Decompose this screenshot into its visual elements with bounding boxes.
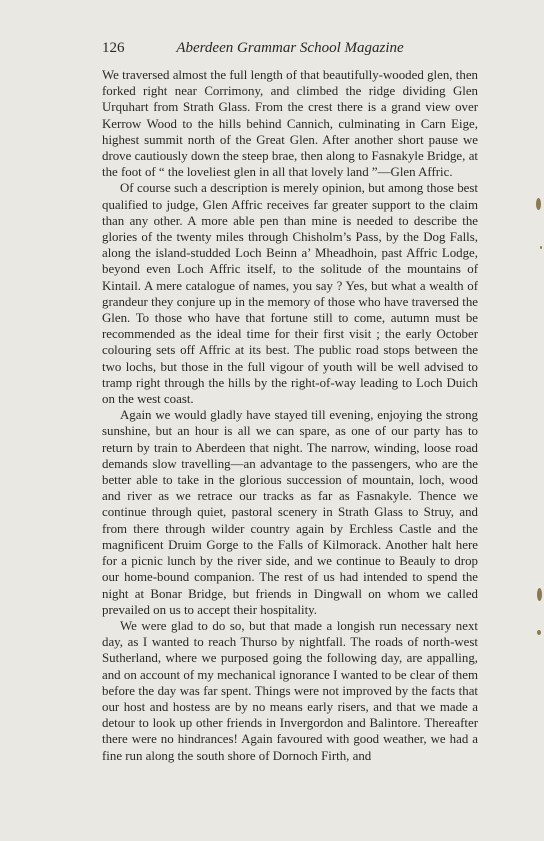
paragraph: We were glad to do so, but that made a longish run necessary next day, as I wanted to reach Thurso by nightfall. The roads of north-west Sutherland, where we purposed going the following day, are appalling, and on account of my mechanical ignorance I wanted to be clear of them before the day was far spent. Things were not improved by the facts that our host and hostess are by no means early risers, and that we made a detour to look up other friends in Invergordon and Balintore. Thereafter there were no hindrances! Again favoured with good weather, we had a fine run along the south shore of Dornoch Firth, and [102,618,478,763]
paper-speck [540,246,542,249]
paper-speck [537,630,541,635]
article-body [102,67,478,764]
paragraph: We traversed almost the full length of that beautifully-wooded glen, then forked right near Corrimony, and climbed the ridge dividing Glen Urquhart from Strath Glass. From the crest there is a grand view over Kerrow Wood to the hills behind Cannich, culminating in Carn Eige, highest summit north of the Great Glen. After another short pause we drove cautiously down the steep brae, then along to Fasnakyle Bridge, at the foot of “ the loveliest glen in all that lovely land ”—Glen Affric. [102,68,478,180]
paragraph: Again we would gladly have stayed till evening, enjoying the strong sunshine, but an hour is all we can spare, as one of our party has to return by train to Aberdeen that night. The narrow, winding, loose road demands slow travelling—an advantage to the passengers, who are the better able to take in the glorious succession of mountain, loch, wood and river as we retrace our tracks as far as Fasnakyle. Thence we continue through quiet, pastoral scenery in Strath Glass to Struy, and from there through wilder country again by Erchless Castle and the magnificent Druim Gorge to the Falls of Kilmorack. Another halt here for a picnic lunch by the river side, and we continue to Beauly to drop our home-bound companion. The rest of us had intended to spend the night at Bonar Bridge, but friends in Dingwall on whom we called prevailed on us to accept their hospitality. [102,408,478,617]
paper-speck [536,198,541,210]
paper-speck [537,588,542,601]
page-number: 126 [102,40,125,56]
page-header [102,40,478,60]
paragraph: Of course such a description is merely opinion, but among those best qualified to judge, Glen Affric receives far greater support to the claim than any other. A more able pen than mine is needed to describe the glories of the twenty miles through Chisholm’s Pass, by the Dog Falls, along the island-studded Loch Beinn a’ Mheadhoin, past Affric Lodge, beyond even Loch Affric itself, to the solitude of the mountains of Kintail. A mere catalogue of names, you say ? Yes, but what a wealth of grandeur they conjure up in the memory of those who have traversed the Glen. To those who have that fortune still to come, autumn must be recommended as the ideal time for their first visit ; the early October colouring sets off Affric at its best. The public road stops between the two lochs, but those in the full vigour of youth will be well advised to tramp right through the hills by the right-of-way leading to Loch Duich on the west coast. [102,181,478,407]
running-title: Aberdeen Grammar School Magazine [176,40,404,56]
